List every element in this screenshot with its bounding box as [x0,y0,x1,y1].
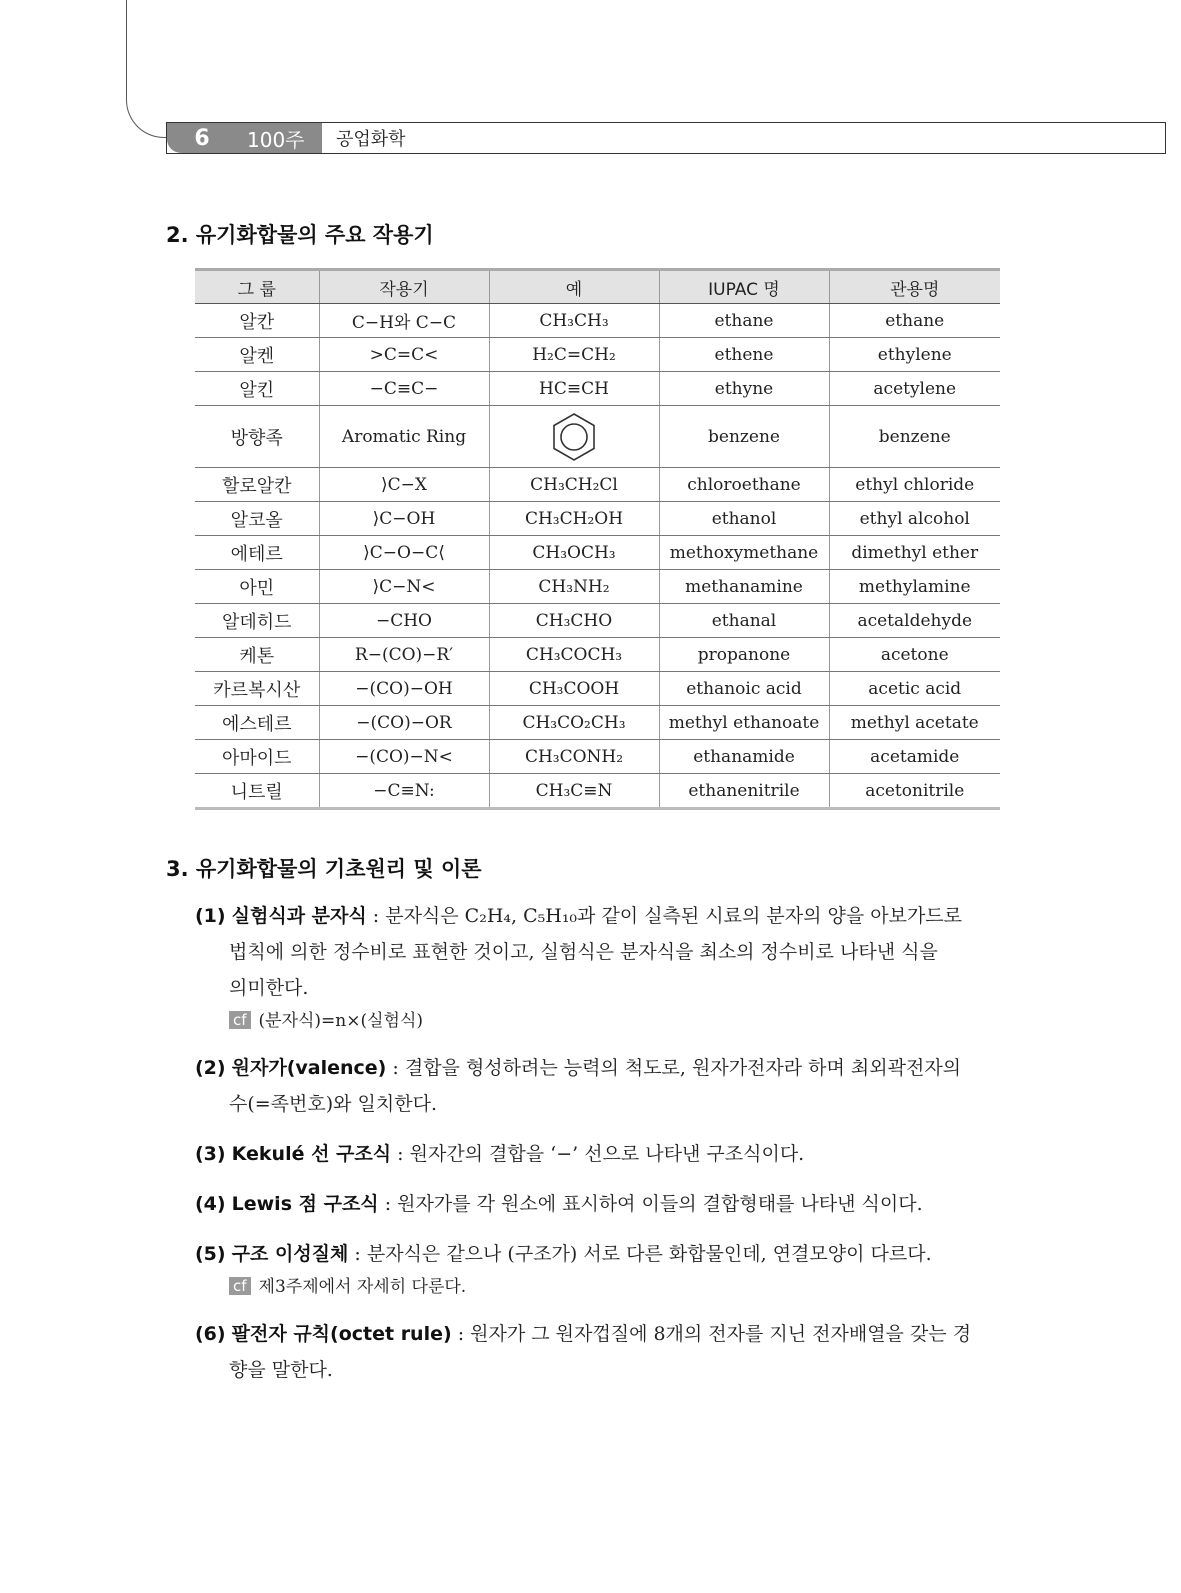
cf-badge: cf [229,1011,251,1029]
item-description: : 원자간의 결합을 ‘−’ 선으로 나타낸 구조식이다. [391,1143,805,1165]
item-term: 구조 이성질체 [231,1243,349,1265]
benzene-ring-icon [548,411,600,463]
cell-functional: −(CO)−OH [319,672,489,706]
cell-group: 니트릴 [195,774,319,809]
cell-example: CH₃CH₃ [489,304,659,338]
item-term: 실험식과 분자식 [231,905,367,927]
cell-example: CH₃CH₂Cl [489,468,659,502]
cell-functional: Aromatic Ring [319,406,489,468]
item-text-line [195,970,1000,1006]
theory-item [195,1236,1000,1302]
cf-note [195,1272,1000,1302]
cell-common: acetamide [829,740,1000,774]
table-row [195,706,1000,740]
cell-functional: −(CO)−OR [319,706,489,740]
cell-iupac: ethanoic acid [659,672,829,706]
item-description: : 결합을 형성하려는 능력의 척도로, 원자가전자라 하며 최외곽전자의 [386,1057,962,1079]
table-row [195,638,1000,672]
item-number: (2) [195,1057,226,1079]
cell-iupac: ethanenitrile [659,774,829,809]
item-text-line [195,1316,1000,1352]
cell-group: 케톤 [195,638,319,672]
cell-group: 알켄 [195,338,319,372]
theory-item [195,1050,1000,1122]
cell-example: CH₃C≡N [489,774,659,809]
table-row [195,468,1000,502]
item-description: 의미한다. [229,977,309,999]
header-example: 예 [489,270,659,304]
cell-functional: ⟩C−OH [319,502,489,536]
table-row [195,304,1000,338]
cf-note [195,1006,1000,1036]
header-functional-group: 작용기 [319,270,489,304]
cell-group: 에테르 [195,536,319,570]
cell-group: 에스테르 [195,706,319,740]
cell-example: CH₃COOH [489,672,659,706]
section-3-title: 3. 유기화합물의 기초원리 및 이론 [166,857,482,881]
cell-common: benzene [829,406,1000,468]
cell-common: acetylene [829,372,1000,406]
cell-functional: −C≡C− [319,372,489,406]
cell-functional: ⟩C−N< [319,570,489,604]
cell-group: 알칸 [195,304,319,338]
page-number: 6 [194,125,210,151]
cell-functional: ⟩C−X [319,468,489,502]
cf-text: (분자식)=n×(실험식) [258,1011,424,1031]
theory-item [195,898,1000,1036]
cell-iupac: ethane [659,304,829,338]
cell-example: CH₃NH₂ [489,570,659,604]
cell-iupac: methoxymethane [659,536,829,570]
cf-text: 제3주제에서 자세히 다룬다. [258,1277,467,1297]
cell-example: CH₃CO₂CH₃ [489,706,659,740]
cell-iupac: chloroethane [659,468,829,502]
item-text-line [195,1352,1000,1388]
item-description: : 분자식은 같으나 (구조가) 서로 다른 화합물인데, 연결모양이 다르다. [348,1243,932,1265]
table-row [195,740,1000,774]
item-text-line [195,1050,1000,1086]
header-group: 그 룹 [195,270,319,304]
item-description: 수(=족번호)와 일치한다. [229,1093,438,1115]
cell-group: 아마이드 [195,740,319,774]
cell-example: HC≡CH [489,372,659,406]
cell-example: CH₃CHO [489,604,659,638]
cell-iupac: ethyne [659,372,829,406]
cell-common: methyl acetate [829,706,1000,740]
item-description: : 원자가 그 원자껍질에 8개의 전자를 지닌 전자배열을 갖는 경 [451,1323,972,1345]
cell-example: H₂C=CH₂ [489,338,659,372]
cell-group: 방향족 [195,406,319,468]
cell-example: CH₃OCH₃ [489,536,659,570]
cell-iupac: propanone [659,638,829,672]
header-number-block [167,123,322,153]
cell-example: CH₃CH₂OH [489,502,659,536]
theory-item [195,1316,1000,1388]
cell-iupac: ethanal [659,604,829,638]
cell-iupac: ethanamide [659,740,829,774]
item-description: : 원자가를 각 원소에 표시하여 이들의 결합형태를 나타낸 식이다. [378,1193,923,1215]
item-term: 원자가(valence) [231,1057,387,1079]
cell-group: 알데히드 [195,604,319,638]
table-row [195,502,1000,536]
cell-iupac: ethanol [659,502,829,536]
cell-group: 할로알칸 [195,468,319,502]
theory-list [195,898,1000,1402]
cell-common: ethyl alcohol [829,502,1000,536]
item-number: (1) [195,905,226,927]
table-header-row [195,270,1000,304]
item-text-line [195,1136,1000,1172]
item-text-line [195,934,1000,970]
cell-example [489,406,659,468]
cell-iupac: methyl ethanoate [659,706,829,740]
cell-common: ethyl chloride [829,468,1000,502]
cell-common: acetaldehyde [829,604,1000,638]
cell-common: ethylene [829,338,1000,372]
cell-functional: C−H와 C−C [319,304,489,338]
cell-group: 카르복시산 [195,672,319,706]
cell-common: acetic acid [829,672,1000,706]
header-iupac-name: IUPAC 명 [659,270,829,304]
cell-iupac: ethene [659,338,829,372]
table-row [195,372,1000,406]
cell-iupac: methanamine [659,570,829,604]
item-number: (4) [195,1193,226,1215]
theory-item [195,1186,1000,1222]
cell-functional: R−(CO)−R′ [319,638,489,672]
item-description: 향을 말한다. [229,1359,333,1381]
section-2-title: 2. 유기화합물의 주요 작용기 [166,223,434,247]
item-text-line [195,1236,1000,1272]
page-corner-decoration [126,0,186,138]
functional-group-table [195,268,1000,810]
item-text-line [195,1086,1000,1122]
table-row [195,672,1000,706]
cell-functional: −C≡N: [319,774,489,809]
cell-example: CH₃COCH₃ [489,638,659,672]
cell-functional: ⟩C−O−C⟨ [319,536,489,570]
cell-common: acetonitrile [829,774,1000,809]
page-header [166,122,1166,154]
cell-group: 알코올 [195,502,319,536]
table-row [195,774,1000,809]
cell-group: 아민 [195,570,319,604]
item-description: : 분자식은 C₂H₄, C₅H₁₀과 같이 실측된 시료의 분자의 양을 아보가드로 [366,905,963,927]
item-number: (3) [195,1143,226,1165]
cell-functional: −CHO [319,604,489,638]
cell-functional: −(CO)−N< [319,740,489,774]
item-description: 법칙에 의한 정수비로 표현한 것이고, 실험식은 분자식을 최소의 정수비로 나타낸 식을 [229,941,938,963]
table-row [195,338,1000,372]
theory-item [195,1136,1000,1172]
item-term: 팔전자 규칙(octet rule) [231,1323,452,1345]
subject-title: 공업화학 [336,129,406,150]
table-row [195,604,1000,638]
item-number: (5) [195,1243,226,1265]
table-row [195,536,1000,570]
cell-common: acetone [829,638,1000,672]
item-number: (6) [195,1323,226,1345]
cell-group: 알킨 [195,372,319,406]
cell-iupac: benzene [659,406,829,468]
table-row [195,570,1000,604]
cell-functional: >C=C< [319,338,489,372]
book-volume: 100주 [247,127,305,152]
cell-example: CH₃CONH₂ [489,740,659,774]
header-common-name: 관용명 [829,270,1000,304]
cf-badge: cf [229,1277,251,1295]
item-text-line [195,898,1000,934]
cell-common: methylamine [829,570,1000,604]
item-term: Kekulé 선 구조식 [231,1143,392,1165]
table-row [195,406,1000,468]
item-term: Lewis 점 구조식 [231,1193,379,1215]
cell-common: ethane [829,304,1000,338]
item-text-line [195,1186,1000,1222]
cell-common: dimethyl ether [829,536,1000,570]
